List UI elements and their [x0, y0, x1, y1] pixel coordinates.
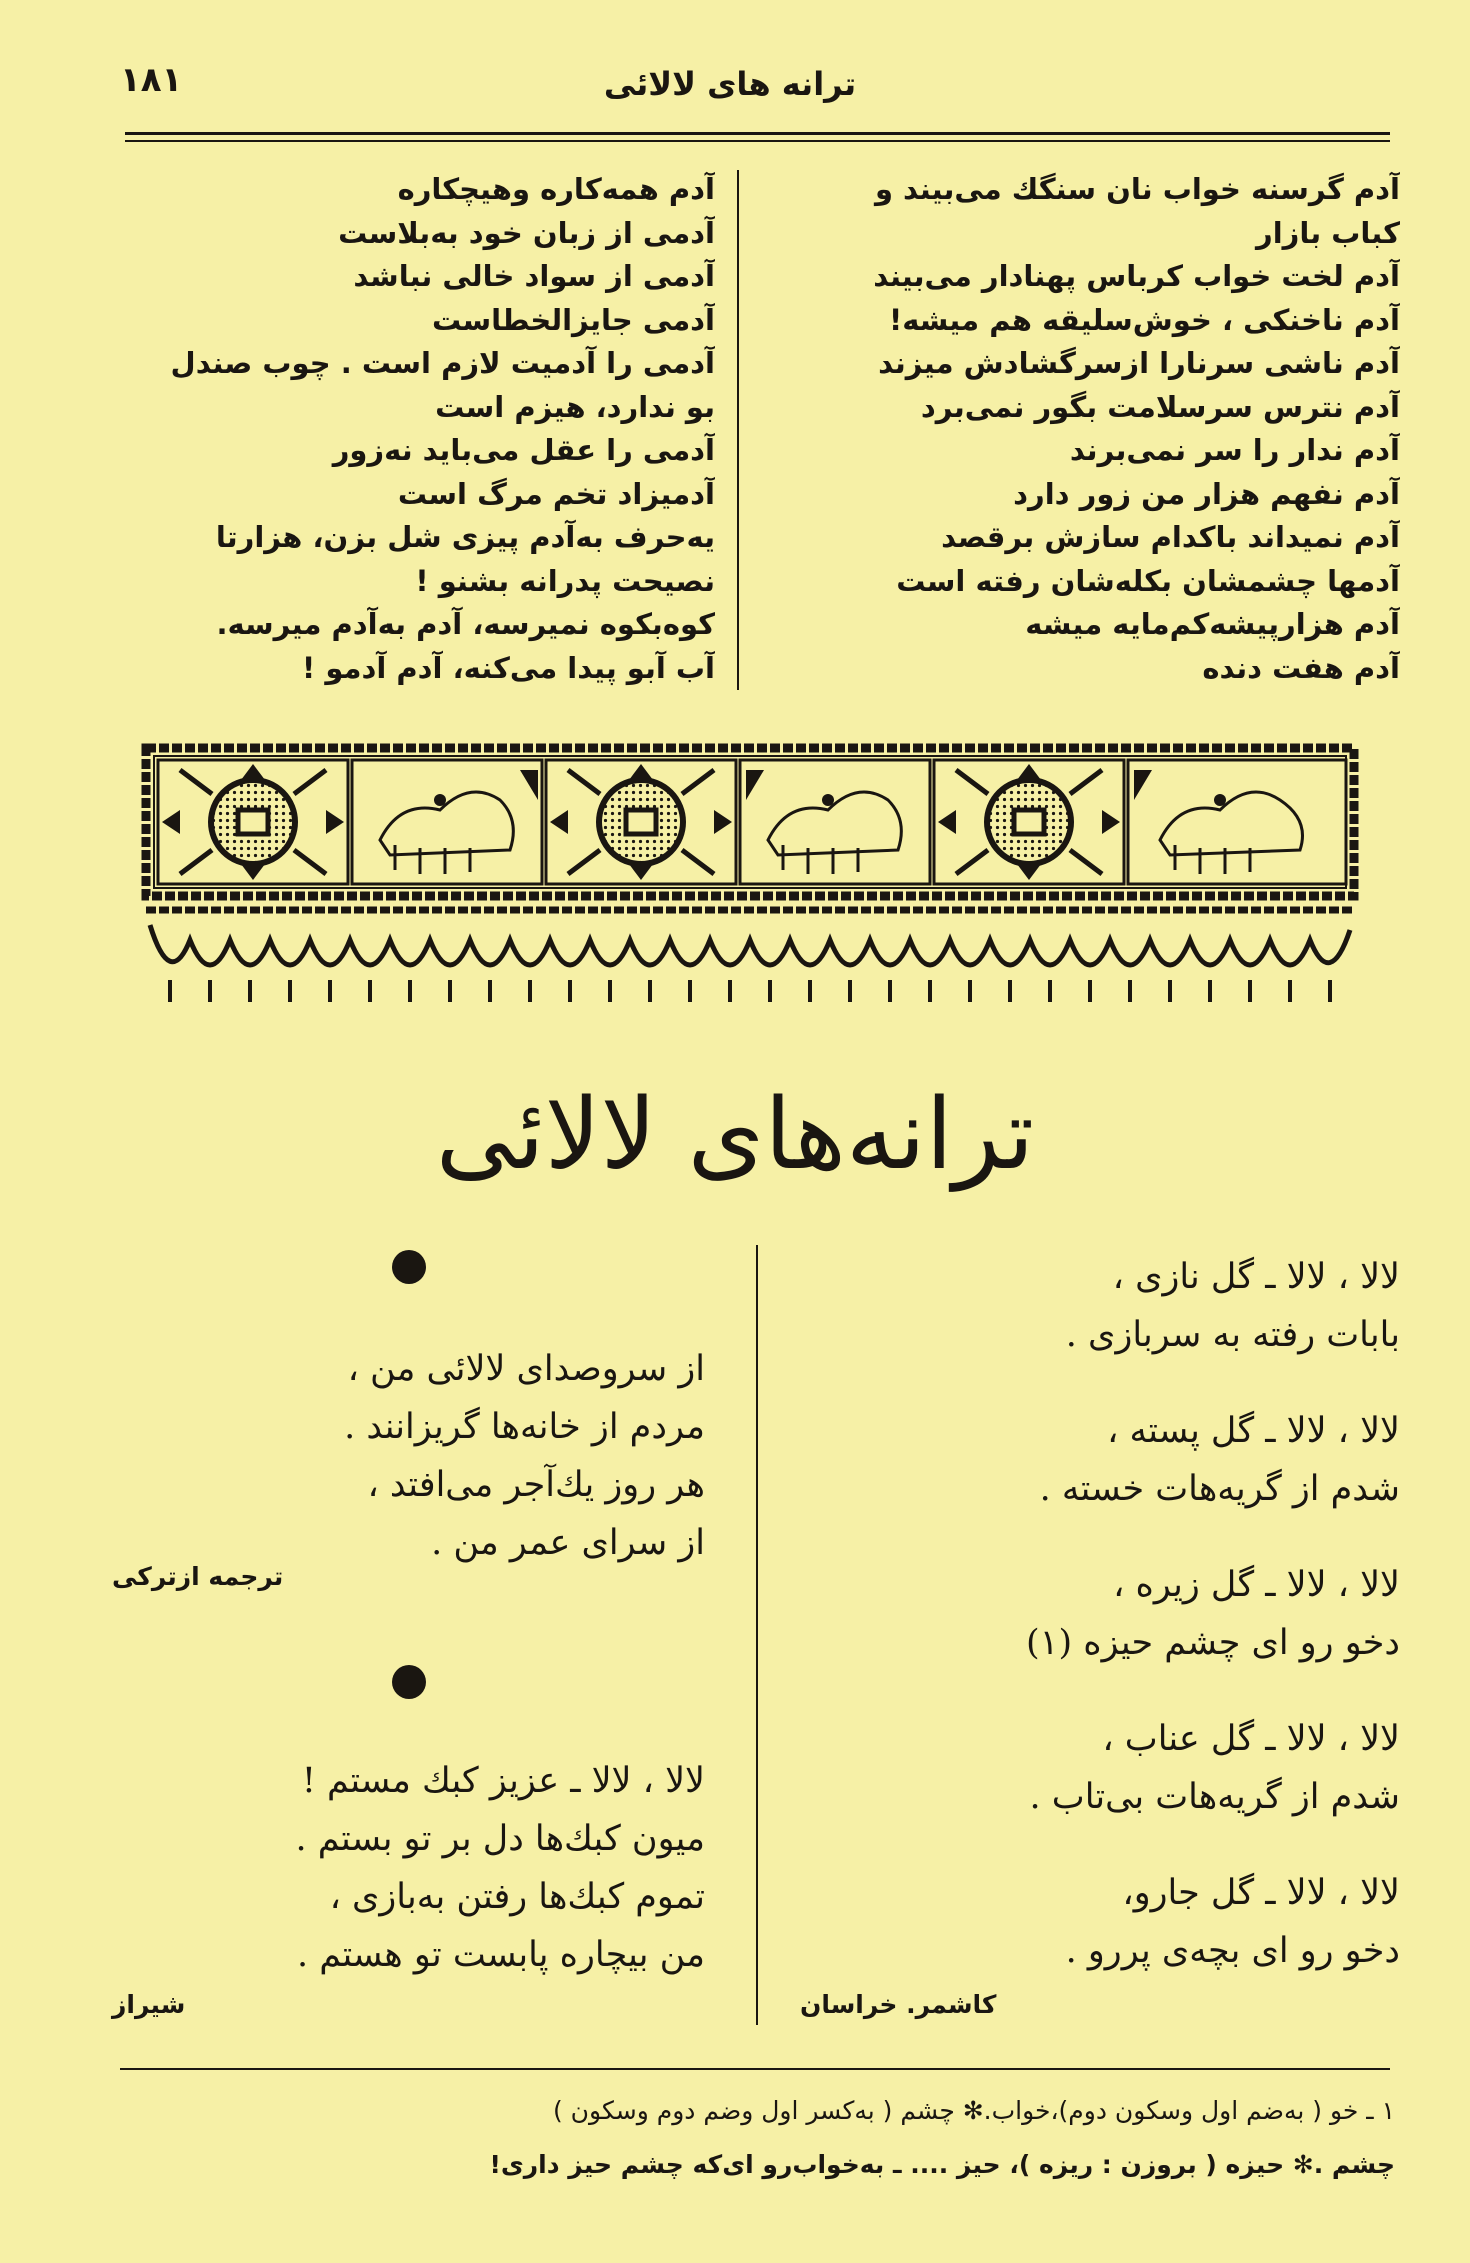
ornament-panel-bird	[352, 760, 542, 884]
footnote-rule	[120, 2068, 1390, 2070]
proverb-line: آدم نترس سرسلامت بگور نمی‌برد	[920, 389, 1400, 424]
ornament-panel-flower	[934, 760, 1124, 884]
proverbs-right-column	[770, 168, 1400, 690]
verse-line: دخو رو ای بچه‌ی پررو .	[1065, 1931, 1400, 1971]
proverb-line: آدم هزارپیشه‌کم‌مایه میشه	[1025, 607, 1400, 641]
proverb-line: آب آبو پیدا می‌کنه، آدم آدمو !	[302, 650, 715, 685]
header-rule	[125, 132, 1390, 135]
lullaby-poem-2	[110, 1752, 705, 1984]
proverb-line: آدم همه‌کاره وهیچکاره	[397, 172, 715, 206]
ornament-fringe-teeth	[170, 980, 1330, 1002]
proverb-line: آدمی جایزالخطاست	[431, 302, 715, 337]
section-title: ترانه‌های لالائی	[435, 1078, 1035, 1192]
column-divider	[737, 170, 739, 690]
bullet-dot-icon	[392, 1665, 426, 1699]
proverb-line: آدم هفت دنده	[1202, 650, 1400, 685]
proverb-line: آدمیزاد تخم مرگ است	[397, 476, 715, 511]
footnote-line: ۱ ـ خو ( به‌ضم اول وسکون دوم)،خواب.✻ چشم ( به‌کسر اول وضم دوم وسکون )	[552, 2096, 1395, 2125]
footnote	[125, 2084, 1395, 2192]
proverb-line: آدمی را عقل می‌باید نه‌زور	[332, 433, 715, 467]
proverb-line: آدم ناخنکی ، خوش‌سلیقه هم میشه!	[888, 302, 1400, 337]
bullet-dot-icon	[392, 1250, 426, 1284]
proverb-line: آدم ندار را سر نمی‌برند	[1069, 433, 1400, 467]
ornament-panel-flower	[158, 760, 348, 884]
proverbs-left-column	[110, 168, 715, 690]
stanza	[770, 1556, 1400, 1672]
verse-line: میون کبك‌ها دل بر تو بستم .	[295, 1819, 705, 1859]
verse-line: شدم از گریه‌هات خسته .	[1039, 1469, 1400, 1509]
proverb-line: آدمی از زبان خود به‌بلاست	[338, 215, 715, 250]
page-number: ۱۸۱	[120, 60, 183, 100]
verse-line: لالا ، لالا ـ گل نازی ،	[1112, 1257, 1400, 1297]
attribution-left-1: ترجمه ازترکی	[112, 1562, 284, 1591]
proverb-line: آدمی را آدمیت لازم است . چوب صندل	[170, 346, 715, 380]
verse-line: لالا ، لالا ـ گل جارو،	[1122, 1873, 1400, 1913]
stanza	[770, 1710, 1400, 1826]
lullabies-right-column	[770, 1248, 1400, 2018]
proverb-line: نصیحت پدرانه بشنو !	[415, 563, 715, 598]
stanza	[770, 1248, 1400, 1364]
footnote-line: چشم .✻ حیزه ( بروزن : ریزه )، حیز .... ـ به‌خواب‌رو ای‌که چشم حیز داری!	[489, 2150, 1395, 2179]
proverb-line: کوه‌بکوه نمیرسه، آدم به‌آدم میرسه.	[216, 607, 715, 641]
proverb-line: آدم ناشی سرنارا ازسرگشادش میزند	[878, 346, 1400, 380]
verse-line: بابات رفته به سربازی .	[1065, 1315, 1400, 1355]
stanza	[770, 1402, 1400, 1518]
lullaby-poem-1	[110, 1340, 705, 1572]
attribution-right: کاشمر. خراسان	[800, 1990, 997, 2019]
verse-line: لالا ، لالا ـ گل زیره ،	[1113, 1565, 1400, 1605]
proverb-line: کباب بازار	[1256, 215, 1400, 250]
header-rule	[125, 140, 1390, 142]
proverb-line: آدم گرسنه خواب نان سنگك می‌بیند و	[874, 172, 1400, 206]
ornament-panel-bird	[1128, 760, 1346, 884]
proverb-line: آدم نفهم هزار من زور دارد	[1013, 476, 1400, 511]
verse-line: هر روز یك‌آجر می‌افتد ،	[367, 1465, 705, 1505]
stanza	[770, 1864, 1400, 1980]
ornament-panel-flower	[546, 760, 736, 884]
verse-line: لالا ، لالا ـ عزیز کبك مستم !	[301, 1761, 705, 1801]
verse-line: مردم از خانه‌ها گریزانند .	[344, 1407, 705, 1447]
proverb-line: آدمها چشمشان بکله‌شان رفته است	[896, 563, 1400, 598]
verse-line: از سروصدای لالائی من ،	[347, 1349, 705, 1389]
proverb-line: آدم لخت خواب کرباس پهنادار می‌بیند	[873, 259, 1400, 293]
verse-line: شدم از گریه‌هات بی‌تاب .	[1029, 1777, 1400, 1817]
proverb-line: آدمی از سواد خالی نباشد	[353, 259, 715, 293]
attribution-left-2: شیراز	[112, 1990, 186, 2019]
running-title: ترانه های لالائی	[603, 65, 857, 103]
verse-line: لالا ، لالا ـ گل پسته ،	[1107, 1411, 1400, 1451]
column-divider	[756, 1245, 758, 2025]
verse-line: من بیچاره پابست تو هستم .	[296, 1935, 705, 1975]
verse-line: لالا ، لالا ـ گل عناب ،	[1102, 1719, 1400, 1759]
decorative-ornament-band	[140, 740, 1360, 1020]
proverb-line: بو ندارد، هیزم است	[435, 389, 715, 424]
ornament-fringe	[150, 925, 1350, 965]
verse-line: تموم کبك‌ها رفتن به‌بازی ،	[329, 1877, 705, 1917]
ornament-panel-bird	[740, 760, 930, 884]
proverb-line: آدم نمیداند باکدام سازش برقصد	[941, 520, 1400, 554]
verse-line: از سرای عمر من .	[431, 1523, 705, 1563]
verse-line: دخو رو ای چشم حیزه (۱)	[1026, 1623, 1400, 1663]
proverb-line: یه‌حرف به‌آدم پیزی شل بزن، هزارتا	[215, 520, 715, 554]
